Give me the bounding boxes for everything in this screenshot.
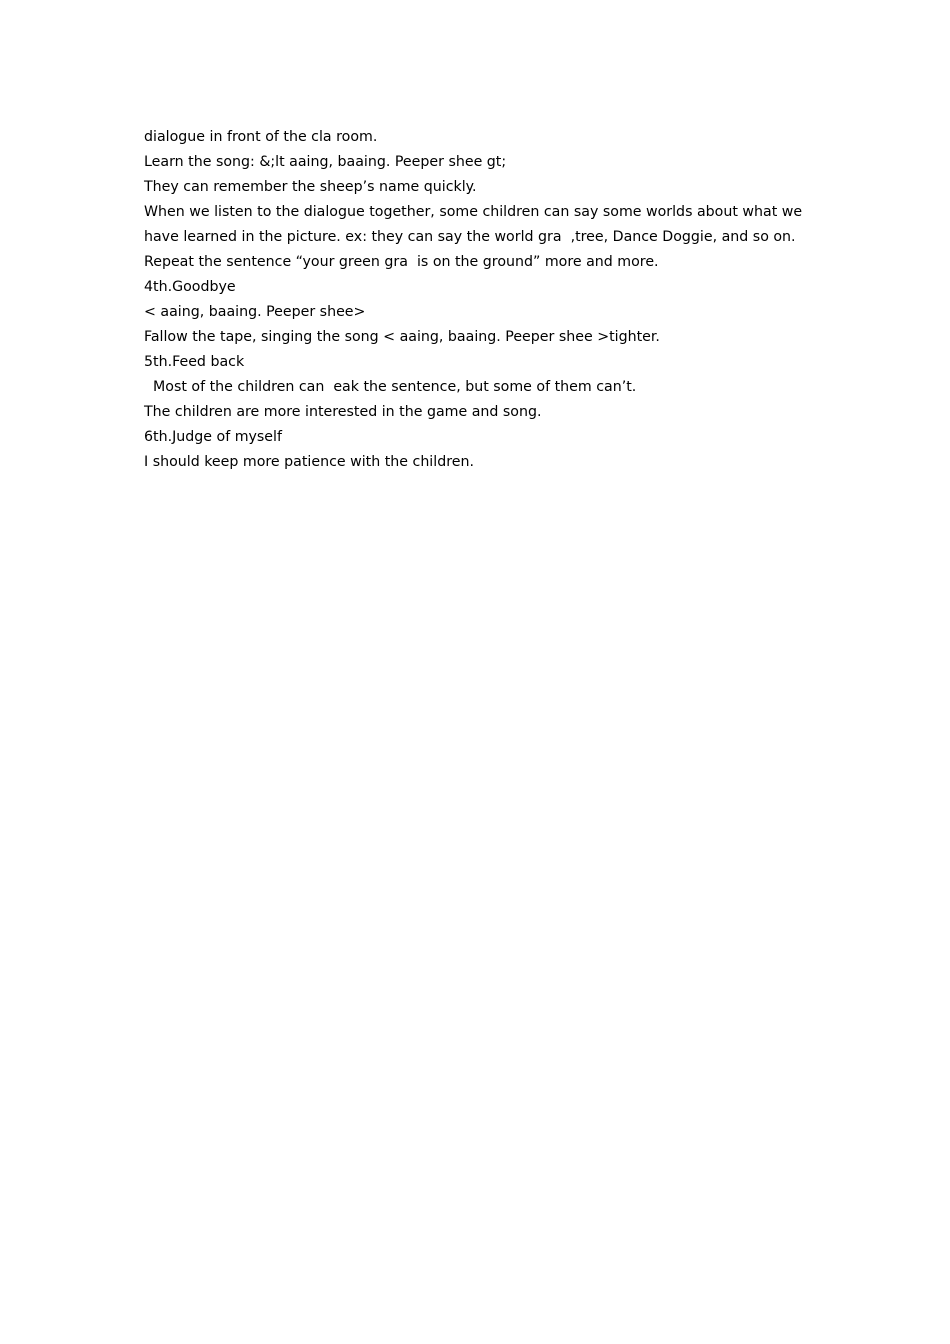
paragraph-line: The children are more interested in the game and song. [144, 404, 542, 420]
paragraph-line: dialogue in front of the cla room. [144, 129, 378, 145]
section-heading: 6th.Judge of myself [144, 429, 282, 445]
section-heading: 4th.Goodbye [144, 279, 236, 295]
paragraph-line: They can remember the sheep’s name quickly. [144, 179, 477, 195]
paragraph-line: Fallow the tape, singing the song < aaing, baaing. Peeper shee >tighter. [144, 329, 660, 345]
paragraph-line: Most of the children can eak the sentence, but some of them can’t. [144, 379, 637, 395]
section-heading: 5th.Feed back [144, 354, 245, 370]
paragraph-line: Learn the song: &;lt aaing, baaing. Peeper shee gt; [144, 154, 507, 170]
paragraph-line: I should keep more patience with the children. [144, 454, 474, 470]
paragraph-line: < aaing, baaing. Peeper shee> [144, 304, 366, 320]
document-body [144, 125, 814, 475]
paragraph-line: When we listen to the dialogue together, some children can say some worlds about what we have learned in the picture. ex: they can say the world gra ,tree, Dance Doggie, and so on. [144, 204, 807, 245]
paragraph-line: Repeat the sentence “your green gra is on the ground” more and more. [144, 254, 659, 270]
